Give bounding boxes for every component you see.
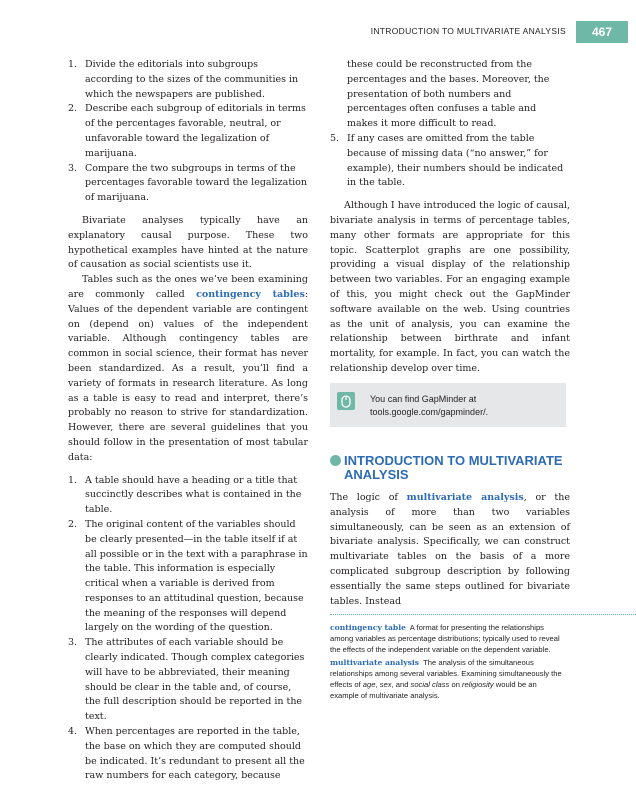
web-tip-box bbox=[330, 383, 566, 427]
paragraph: Bivariate analyses typically have an explanatory causal purpose. These two hypothetical examples have hinted at the nature of causation as social scientists use it. bbox=[68, 214, 308, 271]
list-item: 4. When percentages are reported in the table, the base on which they are computed should be indicated. It’s redundant to present all the raw numbers for each category, because bbox=[68, 726, 305, 782]
glossary-entry: contingency table A format for presenting the relationships among variables as percentage distributions; typically used to reveal the effects of the independent variable on the dependent variable. bbox=[330, 623, 560, 654]
circle-bullet-icon bbox=[330, 455, 341, 466]
editorial-steps-list bbox=[68, 58, 308, 206]
left-column bbox=[68, 58, 308, 784]
glossary bbox=[330, 622, 566, 703]
list-item: 1. Divide the editorials into subgroups according to the sizes of the communities in which the newspapers are published. bbox=[68, 59, 299, 100]
list-item: 3. Compare the two subgroups in terms of the percentages favorable toward the legalization of marijuana. bbox=[68, 162, 308, 204]
section-heading: INTRODUCTION TO MULTIVARIATE ANALYSIS bbox=[330, 454, 570, 482]
right-column bbox=[330, 58, 570, 377]
list-item: 2. The original content of the variables should be clearly presented—in the table itself if at all possible or in the text with a paraphrase in the table. This information is especially critical when a variable is derived from responses to an attitudinal question, because the meaning of the responses will depend largely on the wording of the question. bbox=[68, 518, 308, 634]
page-number: 467 bbox=[576, 21, 628, 43]
key-term: multivariate analysis bbox=[406, 492, 524, 503]
list-item: 3. The attributes of each variable should be clearly indicated. Though complex categories will have to be abbreviated, their meaning should be clear in the table and, of course, the full description should be reported in the text. bbox=[68, 637, 305, 723]
paragraph: Tables such as the ones we’ve been examining are commonly called contingency tables: Values of the dependent variable are contingent on (depend on) values of the independent variable. Although contingency tables are common in social science, their format has never been standardized. As a result, you’ll find a variety of formats in research literature. As long as a table is easy to read and interpret, there’s probably no reason to strive for standardization. However, there are several guidelines that you should follow in the presentation of most tabular data: bbox=[68, 274, 309, 463]
list-item: 2. Describe each subgroup of editorials in terms of the percentages favorable, neutral, or unfavorable toward the legalization of marijuana. bbox=[68, 103, 306, 159]
list-item: 5. If any cases are omitted from the table because of missing data (“no answer,” for example), their numbers should be indicated in the table. bbox=[330, 132, 564, 189]
key-term: contingency tables bbox=[196, 288, 305, 300]
table-guidelines-list bbox=[68, 474, 308, 785]
guidelines-continued bbox=[330, 58, 570, 191]
running-header: INTRODUCTION TO MULTIVARIATE ANALYSIS bbox=[370, 26, 566, 36]
list-item: these could be reconstructed from the percentages and the bases. Moreover, the presentation of both numbers and percentages often confuses a table and makes it more difficult to read. bbox=[347, 59, 550, 130]
glossary-divider bbox=[330, 614, 636, 615]
paragraph: The logic of multivariate analysis, or the analysis of more than two variables simultaneously, can be seen as an extension of bivariate analysis. Specifically, we can construct multivariate tables on the basis of a more complicated subgroup description by following essentially the same steps outlined for bivariate tables. Instead bbox=[330, 492, 570, 607]
section-body bbox=[330, 491, 570, 609]
mouse-hand-icon bbox=[336, 391, 356, 411]
glossary-entry: multivariate analysis The analysis of the simultaneous relationships among several variables. Examining simultaneously the effects of age, sex, and social class on religiosity would be an example of multivariate analysis. bbox=[330, 658, 562, 700]
paragraph: Although I have introduced the logic of causal, bivariate analysis in terms of percentage tables, many other formats are appropriate for this topic. Scatterplot graphs are one possibility, providing a visual display of the relationship between two variables. For an engaging example of this, you might check out the GapMinder software available on the web. Using countries as the unit of analysis, you can examine the relationship between birthrate and infant mortality, for example. In fact, you can watch the relationship develop over time. bbox=[330, 200, 570, 374]
list-item: 1. A table should have a heading or a title that succinctly describes what is contained in the table. bbox=[68, 474, 302, 516]
tip-text: You can find GapMinder at tools.google.com/gapminder/. bbox=[370, 394, 489, 417]
